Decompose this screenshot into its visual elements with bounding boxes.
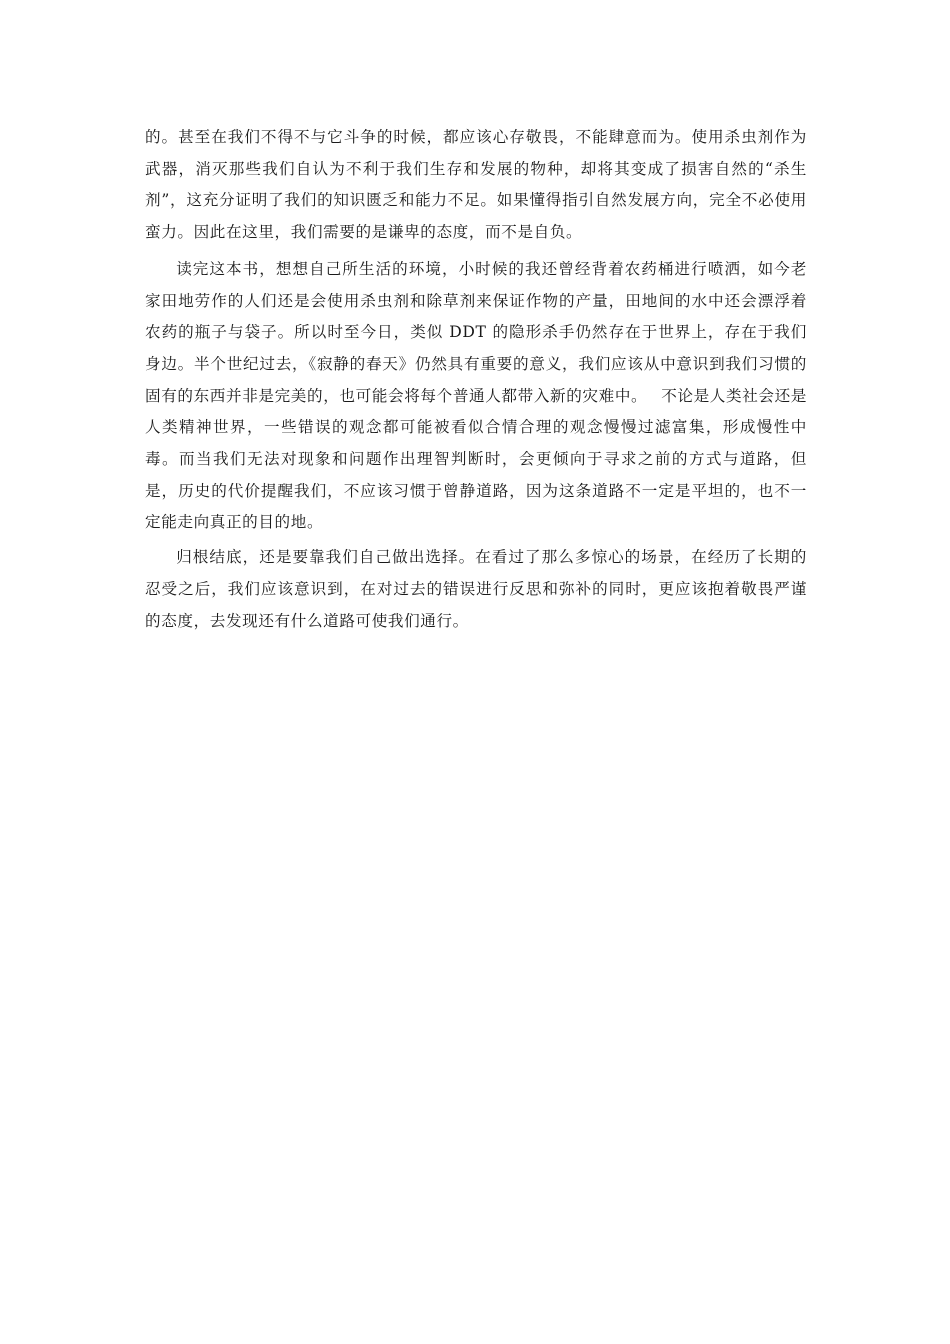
paragraph-1: 的。甚至在我们不得不与它斗争的时候，都应该心存敬畏，不能肆意而为。使用杀虫剂作为武器，消灭那些我们自认为不利于我们生存和发展的物种，却将其变成了损害自然的“杀生剂”，这充分证明了我们的知识匮乏和能力不足。如果懂得指引自然发展方向，完全不必使用蛮力。因此在这里，我们需要的是谦卑的态度，而不是自负。 bbox=[145, 128, 807, 242]
paragraph-2: 读完这本书，想想自己所生活的环境，小时候的我还曾经背着农药桶进行喷洒，如今老家田地劳作的人们还是会使用杀虫剂和除草剂来保证作物的产量，田地间的水中还会漂浮着农药的瓶子与袋子。所以时至今日，类似 DDT 的隐形杀手仍然存在于世界上，存在于我们身边。半个世纪过去，《寂静的春天》仍然具有重要的意义，我们应该从中意识到我们习惯的固有的东西并非是完美的，也可能会将每个普通人都带入新的灾难中。 不论是人类社会还是人类精神世界，一些错误的观念都可能被看似合情合理的观念慢慢过滤富集，形成慢性中毒。而当我们无法对现象和问题作出理智判断时，会更倾向于寻求之前的方式与道路，但是，历史的代价提醒我们，不应该习惯于曾静道路，因为这条道路不一定是平坦的，也不一定能走向真正的目的地。 bbox=[145, 259, 807, 532]
document-body bbox=[145, 122, 807, 637]
paragraph-3: 归根结底，还是要靠我们自己做出选择。在看过了那么多惊心的场景，在经历了长期的忍受之后，我们应该意识到，在对过去的错误进行反思和弥补的同时，更应该抱着敬畏严谨的态度，去发现还有什么道路可使我们通行。 bbox=[145, 548, 807, 630]
